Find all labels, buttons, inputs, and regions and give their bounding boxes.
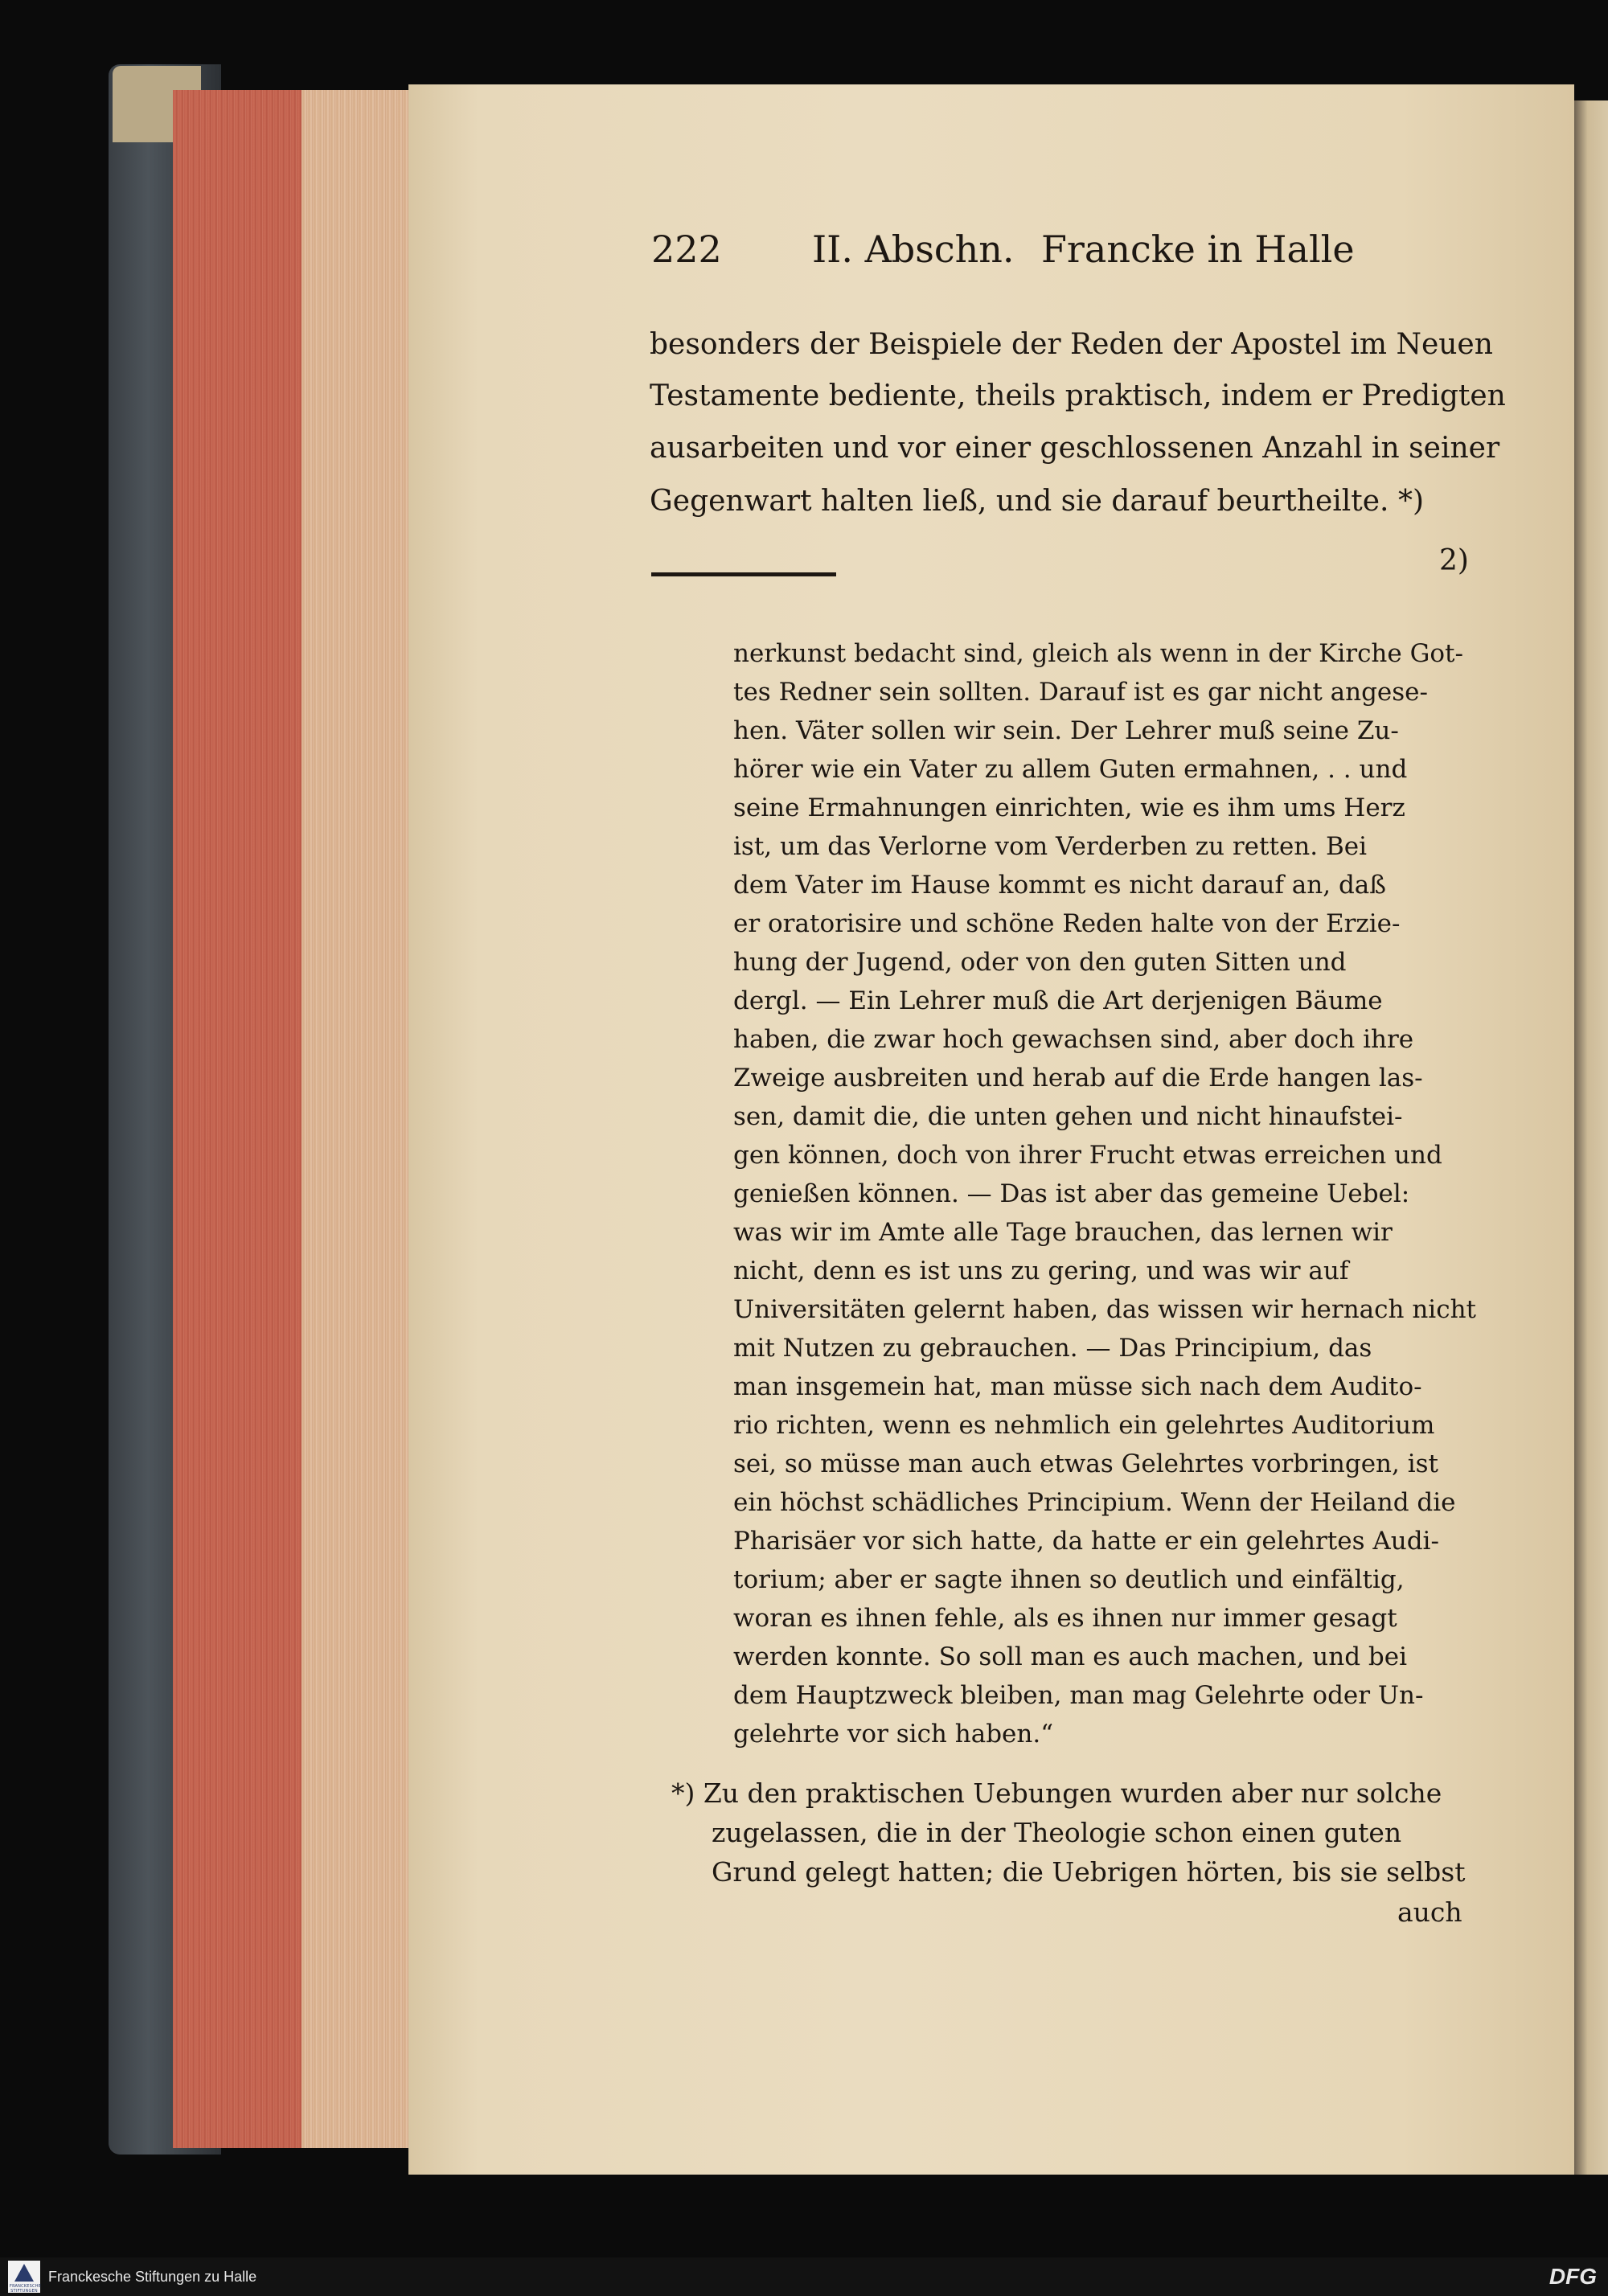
quote-line: ein höchst schädliches Principium. Wenn der Heiland die [733, 1488, 1456, 1517]
institution-logo [8, 2261, 40, 2293]
quote-line: dem Hauptzweck bleiben, man mag Gelehrte oder Un- [733, 1681, 1424, 1710]
footnote-line: Grund gelegt hatten; die Uebrigen hörten, bis sie selbst [712, 1856, 1466, 1888]
quote-line: hung der Jugend, oder von den guten Sitten und [733, 948, 1347, 977]
quote-line: werden konnte. So soll man es auch machen, und bei [733, 1642, 1407, 1671]
facing-page-sliver [1574, 100, 1608, 2175]
holder-label: Franckesche Stiftungen zu Halle [48, 2269, 257, 2285]
quote-line: dem Vater im Hause kommt es nicht darauf an, daß [733, 871, 1386, 900]
quote-line: tes Redner sein sollten. Darauf ist es gar nicht angese- [733, 678, 1429, 707]
quote-line: Pharisäer vor sich hatte, da hatte er ein gelehrtes Audi- [733, 1527, 1439, 1556]
footnote-line: *) Zu den praktischen Uebungen wurden aber nur solche [671, 1777, 1442, 1809]
quote-line: woran es ihnen fehle, als es ihnen nur immer gesagt [733, 1604, 1397, 1633]
page-number: 222 [651, 228, 722, 271]
quote-line: torium; aber er sagte ihnen so deutlich und einfältig, [733, 1565, 1405, 1594]
quote-line: rio richten, wenn es nehmlich ein gelehrtes Auditorium [733, 1411, 1435, 1440]
body-line: ausarbeiten und vor einer geschlossenen Anzahl in seiner [650, 432, 1500, 465]
quote-line: Universitäten gelernt haben, das wissen wir hernach nicht [733, 1295, 1476, 1324]
quote-line: haben, die zwar hoch gewachsen sind, aber doch ihre [733, 1025, 1414, 1054]
running-title: Francke in Halle [1041, 228, 1355, 271]
footnote-line: zugelassen, die in der Theologie schon einen guten [712, 1817, 1402, 1848]
quote-line: was wir im Amte alle Tage brauchen, das lernen wir [733, 1218, 1393, 1247]
quote-line: sen, damit die, die unten gehen und nicht hinaufstei- [733, 1102, 1403, 1131]
quote-line: gen können, doch von ihrer Frucht etwas erreichen und [733, 1141, 1442, 1170]
quote-line: man insgemein hat, man müsse sich nach dem Audito- [733, 1372, 1422, 1401]
body-line: Testamente bediente, theils praktisch, indem er Predigten [650, 379, 1506, 412]
logo-text: FRANCKESCHE STIFTUNGEN [10, 2284, 42, 2294]
continuation-marker: 2) [1439, 544, 1469, 577]
quote-line: mit Nutzen zu gebrauchen. — Das Principium, das [733, 1334, 1372, 1363]
catchword: auch [1397, 1896, 1462, 1928]
quote-line: ist, um das Verlorne vom Verderben zu retten. Bei [733, 832, 1368, 861]
quote-line: gelehrte vor sich haben.“ [733, 1720, 1054, 1749]
quote-line: nicht, denn es ist uns zu gering, und was wir auf [733, 1257, 1349, 1285]
body-line: besonders der Beispiele der Reden der Apostel im Neuen [650, 328, 1493, 361]
quote-line: sei, so müsse man auch etwas Gelehrtes vorbringen, ist [733, 1449, 1438, 1478]
quote-line: dergl. — Ein Lehrer muß die Art derjenigen Bäume [733, 986, 1383, 1015]
quote-line: er oratorisire und schöne Reden halte von der Erzie- [733, 909, 1401, 938]
footnote-rule [651, 572, 836, 576]
quote-line: hen. Väter sollen wir sein. Der Lehrer muß seine Zu- [733, 716, 1399, 745]
quote-line: Zweige ausbreiten und herab auf die Erde hangen las- [733, 1064, 1423, 1093]
dfg-logo: DFG [1549, 2264, 1597, 2289]
quote-line: nerkunst bedacht sind, gleich als wenn in der Kirche Got- [733, 639, 1463, 668]
body-line: Gegenwart halten ließ, und sie darauf beurtheilte. *) [650, 485, 1424, 518]
logo-icon [14, 2264, 34, 2282]
quote-line: seine Ermahnungen einrichten, wie es ihm ums Herz [733, 793, 1405, 822]
quote-line: genießen können. — Das ist aber das gemeine Uebel: [733, 1179, 1410, 1208]
section-label: II. Abschn. [812, 228, 1015, 271]
page-edges-inner [302, 90, 414, 2148]
quote-line: hörer wie ein Vater zu allem Guten ermahnen, . . und [733, 755, 1408, 784]
